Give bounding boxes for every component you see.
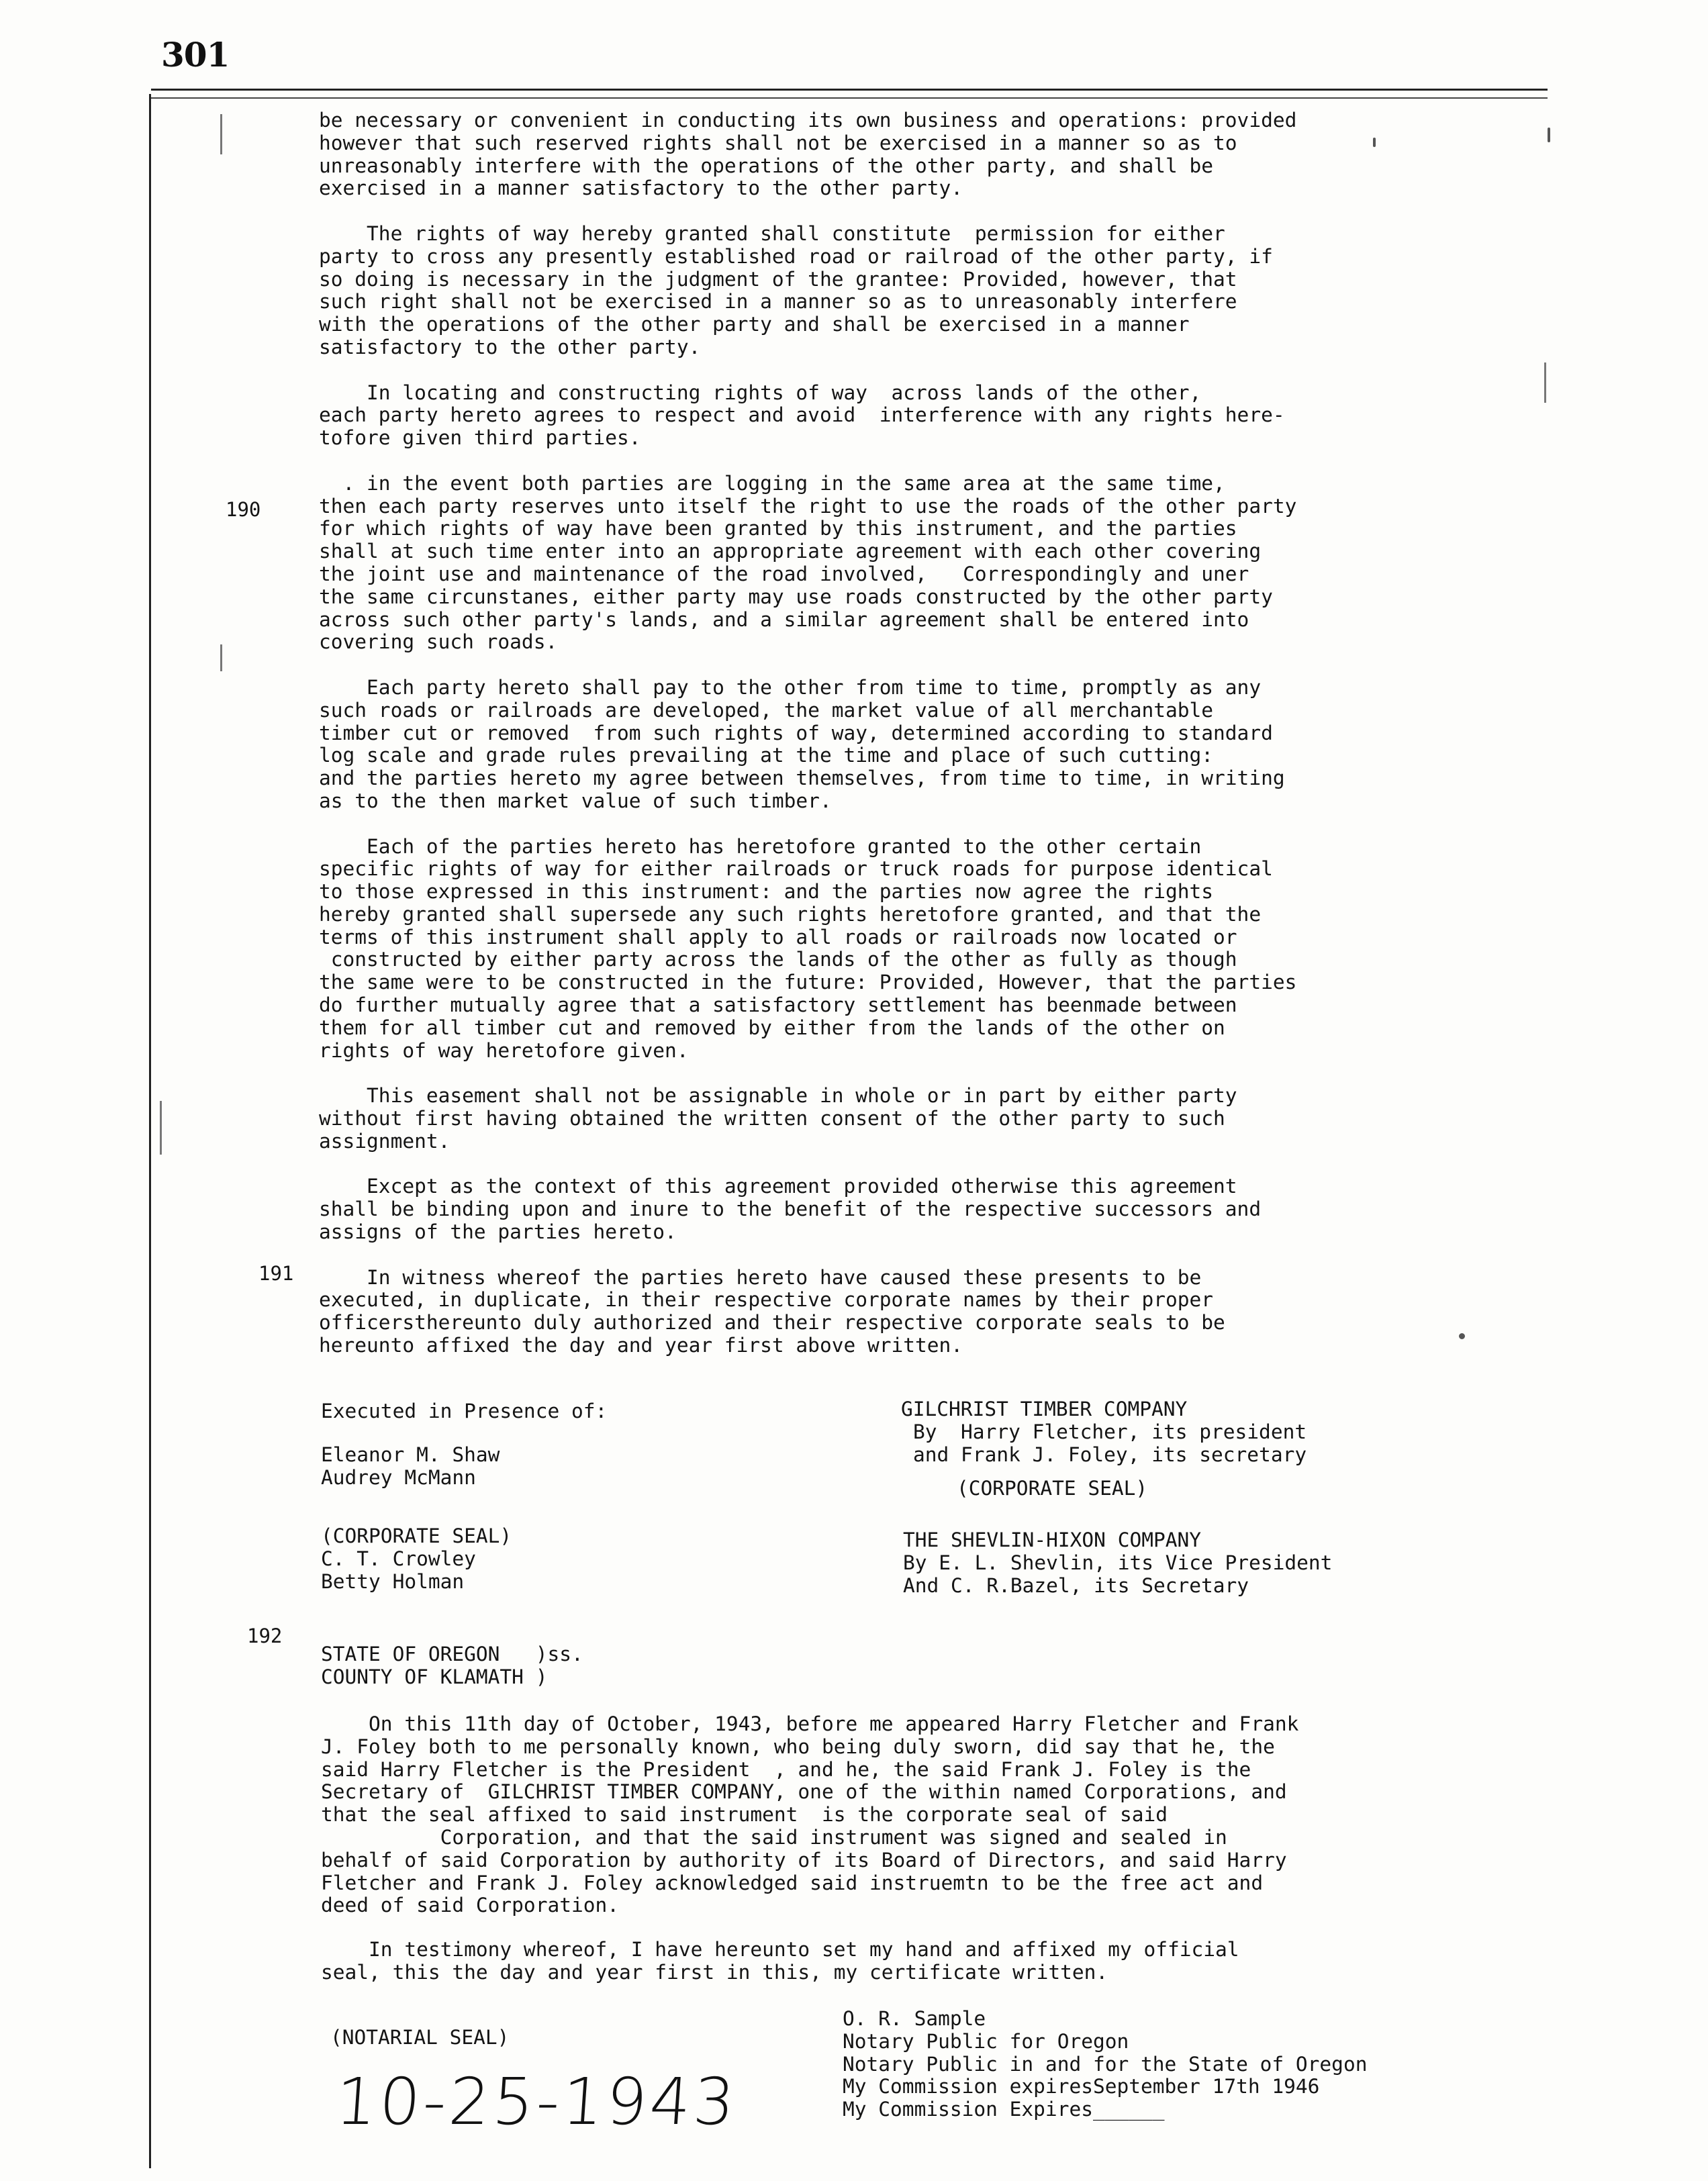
text-line: assigns of the parties hereto. (319, 1220, 677, 1244)
paragraph (319, 223, 1393, 359)
text-line: specific rights of way for either railroads or truck roads for purpose identical (319, 857, 1273, 881)
text-line: deed of said Corporation. (321, 1894, 620, 1917)
text-line: officersthereunto duly authorized and their respective corporate seals to be (319, 1311, 1225, 1335)
text-line: The rights of way hereby granted shall constitute permission for either (319, 222, 1225, 245)
text-line: Each party hereto shall pay to the other from time to time, promptly as any (319, 675, 1262, 699)
text-line: shall be binding upon and inure to the benefit of the respective successors and (319, 1198, 1262, 1221)
text-line: assignment. (319, 1129, 450, 1153)
text-line: party to cross any presently established road or railroad of the other party, if (319, 244, 1273, 268)
text-line: On this 11th day of October, 1943, before me appeared Harry Fletcher and Frank (321, 1712, 1299, 1735)
text-line: log scale and grade rules prevailing at the time and place of such cutting: (319, 744, 1214, 767)
paragraph (319, 1267, 1393, 1357)
text-line: behalf of said Corporation by authority of its Board of Directors, and said Harry (321, 1848, 1287, 1872)
text-line: such roads or railroads are developed, the market value of all merchantable (319, 698, 1214, 722)
text-line: shall at such time enter into an appropriate agreement with each other covering (319, 540, 1262, 563)
scan-speck (1548, 128, 1550, 142)
text-line: the joint use and maintenance of the road involved, Correspondingly and uner (319, 562, 1249, 585)
text-line: Notary Public for Oregon (843, 2029, 1129, 2053)
text-line: hereby granted shall supersede any such rights heretofore granted, and that the (319, 902, 1262, 926)
text-line: timber cut or removed from such rights of way, determined according to standard (319, 721, 1273, 744)
text-line: to those expressed in this instrument: and the parties now agree the rights (319, 880, 1214, 904)
text-line: This easement shall not be assignable in whole or in part by either party (319, 1084, 1237, 1108)
company-2-name: THE SHEVLIN-HIXON COMPANY (903, 1529, 1202, 1551)
text-line: terms of this instrument shall apply to all roads or railroads now located or (319, 925, 1237, 949)
company-1-signer-2: and Frank J. Foley, its secretary (913, 1443, 1307, 1466)
text-line: constructed by either party across the lands of the other as fully as though (319, 948, 1237, 971)
witness-heading: Executed in Presence of: (321, 1400, 608, 1422)
venue-state: STATE OF OREGON )ss. (321, 1643, 583, 1665)
text-line: the same circunstanes, either party may use roads constructed by the other party (319, 585, 1273, 608)
text-line: J. Foley both to me personally known, who being duly sworn, did say that he, the (321, 1735, 1275, 1758)
text-line: covering such roads. (319, 630, 558, 654)
text-line: as to the then market value of such timber. (319, 789, 832, 812)
text-line: In testimony whereof, I have hereunto set my hand and affixed my official (321, 1938, 1239, 1961)
paragraph (319, 1085, 1393, 1153)
text-line: exercised in a manner satisfactory to the other party. (319, 177, 963, 200)
text-line: O. R. Sample (843, 2007, 986, 2030)
page-number: 301 (161, 35, 230, 75)
company-1-signer-1: By Harry Fletcher, its president (913, 1420, 1307, 1443)
text-line: Fletcher and Frank J. Foley acknowledged said instruemtn to be the free act and (321, 1871, 1264, 1894)
text-line: In witness whereof the parties hereto have caused these presents to be (319, 1265, 1202, 1289)
text-line: . in the event both parties are logging in the same area at the same time, (319, 471, 1225, 495)
text-line: each party hereto agrees to respect and avoid interference with any rights here- (319, 403, 1285, 427)
paragraph (319, 836, 1393, 1063)
text-line: Corporation, and that the said instrument was signed and sealed in (321, 1825, 1227, 1849)
company-2-signer-1: By E. L. Shevlin, its Vice President (903, 1551, 1333, 1574)
text-line: however that such reserved rights shall not be exercised in a manner so as to (319, 131, 1237, 154)
text-line: such right shall not be exercised in a manner so as to unreasonably interfere (319, 290, 1237, 313)
scan-speck (1373, 138, 1376, 147)
paragraph (319, 473, 1393, 654)
scan-mark (1544, 362, 1546, 403)
text-line: satisfactory to the other party. (319, 335, 701, 358)
venue-county: COUNTY OF KLAMATH ) (321, 1665, 548, 1688)
paragraph (319, 382, 1393, 450)
text-line: for which rights of way have been granted by this instrument, and the parties (319, 517, 1237, 540)
handwritten-date: 10-25-1943 (333, 2064, 740, 2139)
witness-4-name: Betty Holman (321, 1570, 465, 1593)
top-rule (151, 89, 1548, 91)
scan-mark (160, 1101, 162, 1155)
text-line: hereunto affixed the day and year first above written. (319, 1334, 963, 1357)
text-line: tofore given third parties. (319, 426, 641, 450)
text-line: unreasonably interfere with the operations of the other party, and shall be (319, 154, 1214, 177)
witness-2-name: Audrey McMann (321, 1466, 476, 1489)
text-line: seal, this the day and year first in this, my certificate written. (321, 1960, 1108, 1984)
text-line: without first having obtained the written consent of the other party to such (319, 1107, 1225, 1130)
text-line: then each party reserves unto itself the right to use the roads of the other party (319, 494, 1297, 518)
scan-speck (1459, 1333, 1465, 1339)
paragraph (319, 109, 1393, 200)
text-line: with the operations of the other party and shall be exercised in a manner (319, 313, 1190, 336)
text-line: Each of the parties hereto has heretofore granted to the other certain (319, 834, 1202, 858)
margin-number-191: 191 (258, 1262, 294, 1285)
left-margin-rule (149, 94, 151, 2168)
scan-mark (220, 114, 222, 154)
company-1-name: GILCHRIST TIMBER COMPANY (901, 1398, 1188, 1420)
text-line: across such other party's lands, and a similar agreement shall be entered into (319, 608, 1249, 631)
text-line: the same were to be constructed in the future: Provided, However, that the parties (319, 971, 1297, 994)
text-line: rights of way heretofore given. (319, 1038, 689, 1062)
agreement-body (319, 109, 1393, 1357)
witness-1-name: Eleanor M. Shaw (321, 1443, 500, 1466)
margin-number-192: 192 (247, 1625, 283, 1647)
text-line: and the parties hereto my agree between themselves, from time to time, in writing (319, 767, 1285, 790)
witness-3-name: C. T. Crowley (321, 1547, 476, 1570)
notary-block (843, 2008, 1367, 2121)
text-line: My Commission expiresSeptember 17th 1946 (843, 2075, 1320, 2098)
text-line: that the seal affixed to said instrument is the corporate seal of said (321, 1803, 1168, 1827)
margin-number-190: 190 (226, 498, 261, 521)
testimony-text (321, 1939, 1239, 1984)
paragraph (319, 1175, 1393, 1243)
text-line: My Commission Expires______ (843, 2098, 1165, 2121)
company-2-signer-2: And C. R.Bazel, its Secretary (903, 1574, 1249, 1597)
text-line: them for all timber cut and removed by either from the lands of the other on (319, 1016, 1225, 1039)
top-rule-secondary (151, 97, 1548, 99)
paragraph (319, 677, 1393, 813)
company-1-seal: (CORPORATE SEAL) (957, 1477, 1148, 1500)
text-line: Except as the context of this agreement provided otherwise this agreement (319, 1175, 1237, 1198)
text-line: so doing is necessary in the judgment of the grantee: Provided, however, that (319, 267, 1237, 291)
text-line: executed, in duplicate, in their respective corporate names by their proper (319, 1288, 1214, 1312)
notarial-seal: (NOTARIAL SEAL) (330, 2026, 510, 2049)
text-line: In locating and constructing rights of way across lands of the other, (319, 381, 1202, 404)
acknowledgment-text (321, 1713, 1298, 1917)
text-line: Notary Public in and for the State of Oregon (843, 2052, 1368, 2076)
text-line: do further mutually agree that a satisfactory settlement has beenmade between (319, 993, 1237, 1017)
text-line: be necessary or convenient in conducting its own business and operations: provided (319, 109, 1297, 132)
text-line: Secretary of GILCHRIST TIMBER COMPANY, one of the within named Corporations, and (321, 1780, 1287, 1804)
text-line: said Harry Fletcher is the President , and he, the said Frank J. Foley is the (321, 1757, 1251, 1781)
corporate-seal-2: (CORPORATE SEAL) (321, 1524, 512, 1547)
scan-mark (220, 644, 222, 671)
